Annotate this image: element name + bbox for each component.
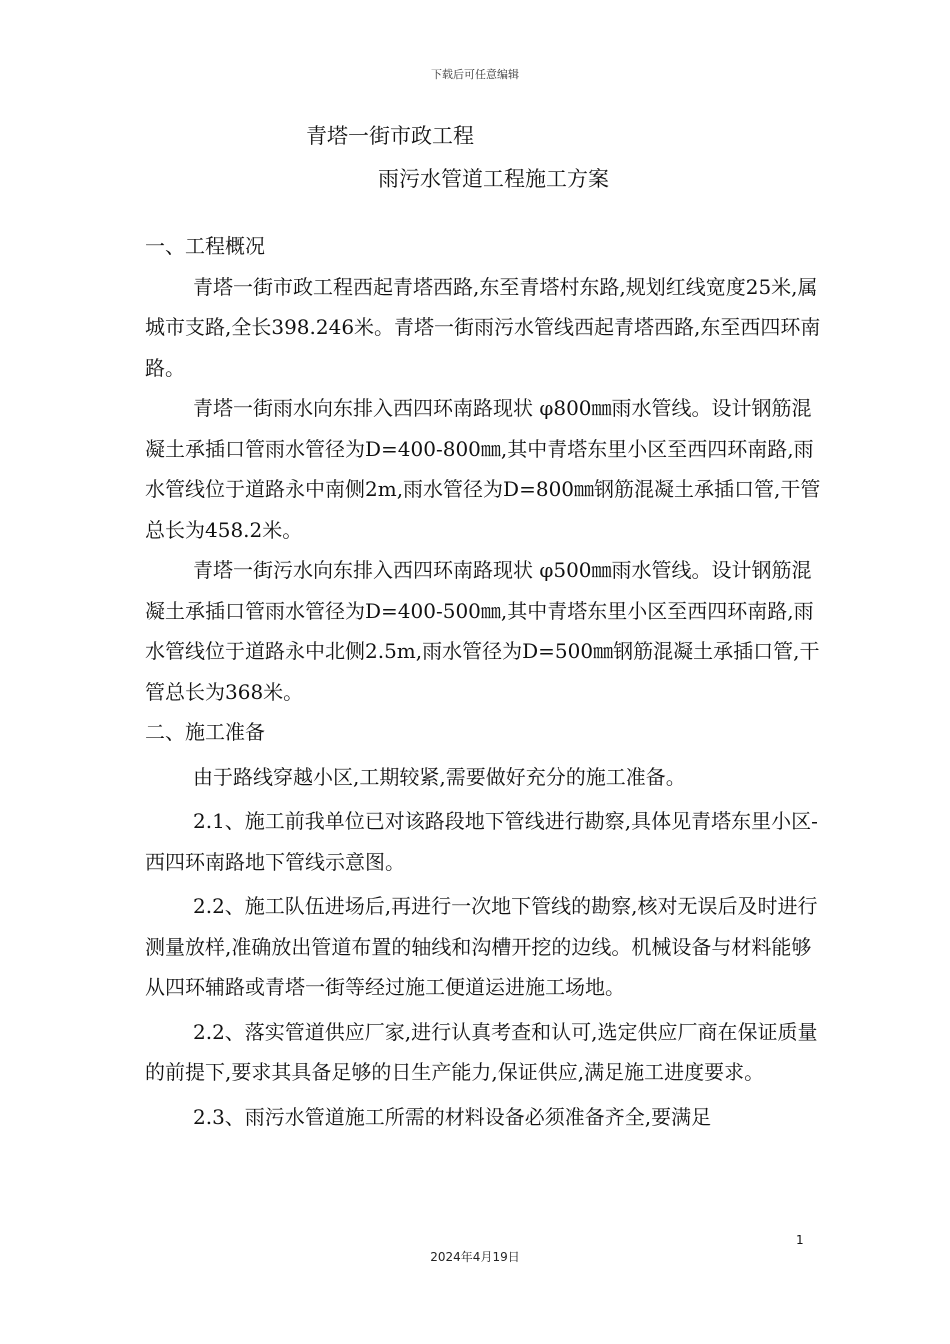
page-footer-date: 2024年4月19日	[430, 1250, 520, 1264]
section2-paragraph-2: 2.1、施工前我单位已对该路段地下管线进行勘察,具体见青塔东里小区-西四环南路地下管线示意图。	[145, 809, 818, 874]
section1-paragraph-2: 青塔一街雨水向东排入西四环南路现状 φ800㎜雨水管线。设计钢筋混凝土承插口管雨水管径为D=400-800㎜,其中青塔东里小区至西四环南路,雨水管线位于道路永中南侧2m,雨水管径为D=800㎜钢筋混凝土承插口管,干管总长为458.2米。	[145, 396, 821, 542]
page-number: 1	[796, 1233, 804, 1247]
document-title-line1: 青塔一街市政工程	[306, 124, 474, 148]
section1-paragraph-3: 青塔一街污水向东排入西四环南路现状 φ500㎜雨水管线。设计钢筋混凝土承插口管雨水管径为D=400-500㎜,其中青塔东里小区至西四环南路,雨水管线位于道路永中北侧2.5m,雨水管径为D=500㎜钢筋混凝土承插口管,干管总长为368米。	[145, 558, 820, 704]
section2-heading: 二、施工准备	[145, 720, 265, 744]
section2-paragraph-1: 由于路线穿越小区,工期较紧,需要做好充分的施工准备。	[193, 764, 686, 789]
section2-paragraph-3: 2.2、施工队伍进场后,再进行一次地下管线的勘察,核对无误后及时进行测量放样,准确放出管道布置的轴线和沟槽开挖的边线。机械设备与材料能够从四环辅路或青塔一街等经过施工便道运进施工场地。	[145, 894, 818, 999]
section2-paragraph-4: 2.2、落实管道供应厂家,进行认真考查和认可,选定供应厂商在保证质量的前提下,要求其具备足够的日生产能力,保证供应,满足施工进度要求。	[145, 1019, 818, 1084]
section2-paragraph-5: 2.3、雨污水管道施工所需的材料设备必须准备齐全,要满足	[193, 1104, 712, 1129]
document-title-line2: 雨污水管道工程施工方案	[378, 167, 609, 191]
section1-paragraph-1: 青塔一街市政工程西起青塔西路,东至青塔村东路,规划红线宽度25米,属城市支路,全长398.246米。青塔一街雨污水管线西起青塔西路,东至西四环南路。	[145, 274, 821, 380]
section1-heading: 一、工程概况	[145, 234, 265, 258]
page-header: 下载后可任意编辑	[431, 68, 519, 81]
document-body	[145, 226, 825, 1137]
